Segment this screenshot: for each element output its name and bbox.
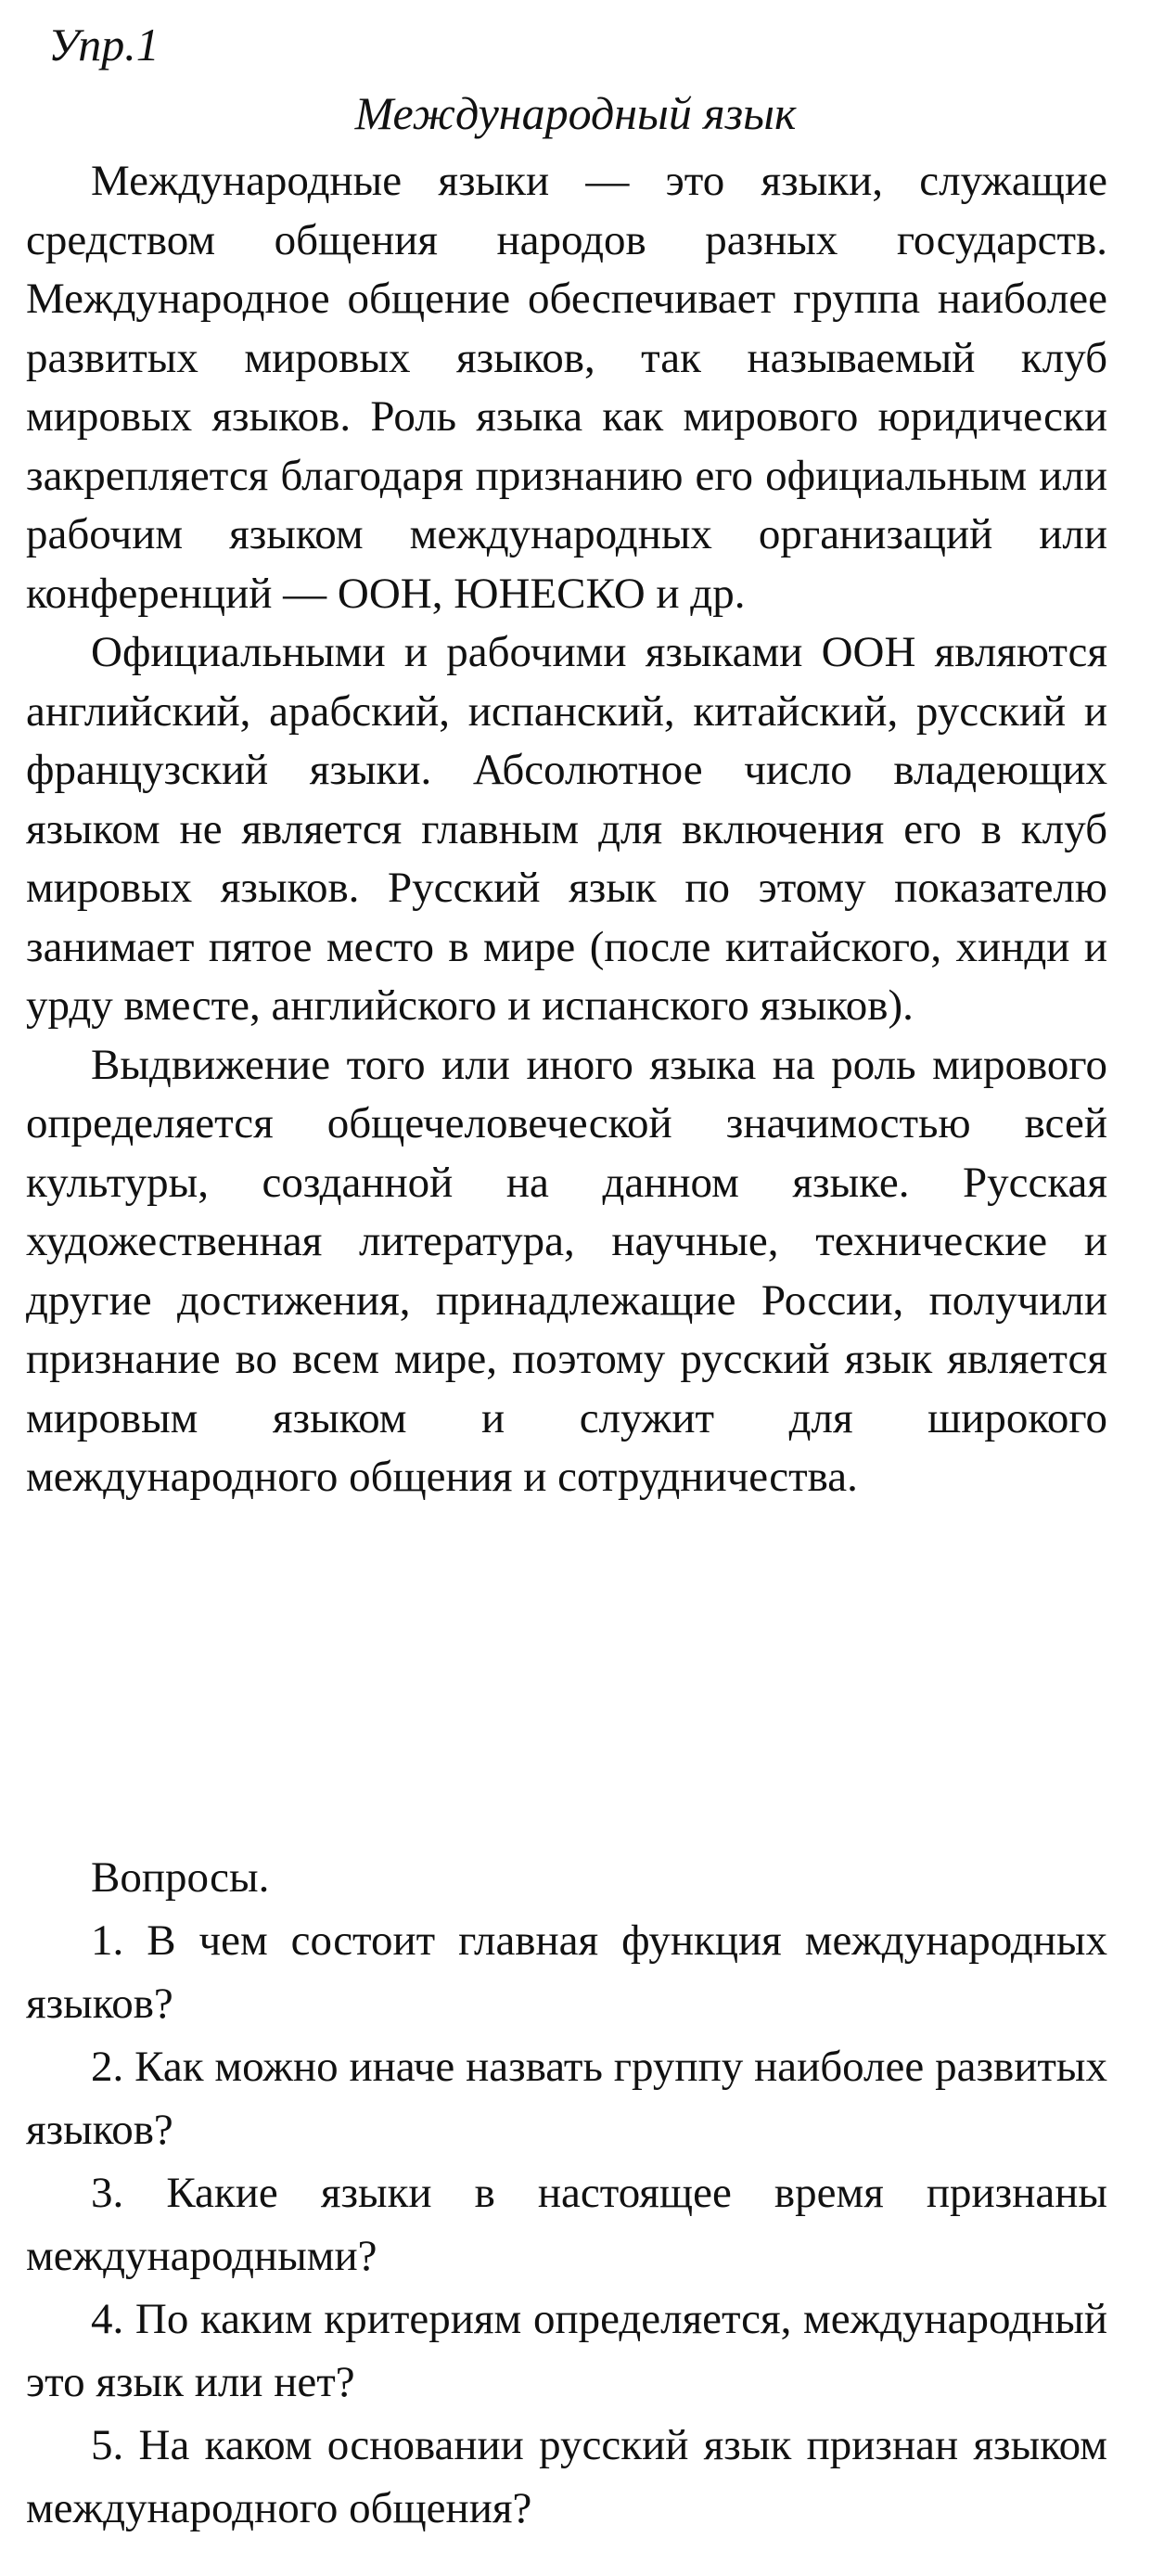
questions-heading: Вопросы. (91, 1853, 270, 1902)
paragraph-3: Выдвижение того или иного языка на роль мирового определяется общечеловеческой значимостью всей культуры, созданной на данном языке. Русская художественная литература, научные, технические и другие достижения, принадлежащие России, получили признание во всем мире, поэтому русский язык является мировым языком и служит для широкого международного общения и сотрудничества. (26, 1040, 1107, 1501)
question-item-4: 4. По каким критериям определяется, международный это язык или нет? (26, 2295, 1107, 2406)
paragraph-2: Официальными и рабочими языками ООН являются английский, арабский, испанский, китайский, русский и французский языки. Абсолютное число владеющих языком не является главным для включения его в клуб мировых языков. Русский язык по этому показателю занимает пятое место в мире (после китайского, хинди и урду вместе, английского и испанского языков). (26, 628, 1107, 1030)
body-text (26, 152, 1107, 1507)
document-title: Международный язык (354, 87, 797, 139)
question-item-2: 2. Как можно иначе назвать группу наиболее развитых языков? (26, 2043, 1107, 2154)
question-item-1: 1. В чем состоит главная функция международных языков? (26, 1916, 1107, 2028)
paragraph-1: Международные языки — это языки, служащие средством общения народов разных государств. Международное общение обеспечивает группа наиболее развитых мировых языков, так называемый клуб мировых языков. Роль языка как мирового юридически закрепляется благодаря признанию его официальным или рабочим языком международных организаций или конференций — ООН, ЮНЕСКО и др. (26, 157, 1107, 618)
exercise-label: Упр.1 (48, 19, 160, 70)
question-item-3: 3. Какие языки в настоящее время признаны международными? (26, 2169, 1107, 2280)
question-item-5: 5. На каком основании русский язык признан языком международного общения? (26, 2421, 1107, 2532)
questions-section (26, 1846, 1107, 2540)
